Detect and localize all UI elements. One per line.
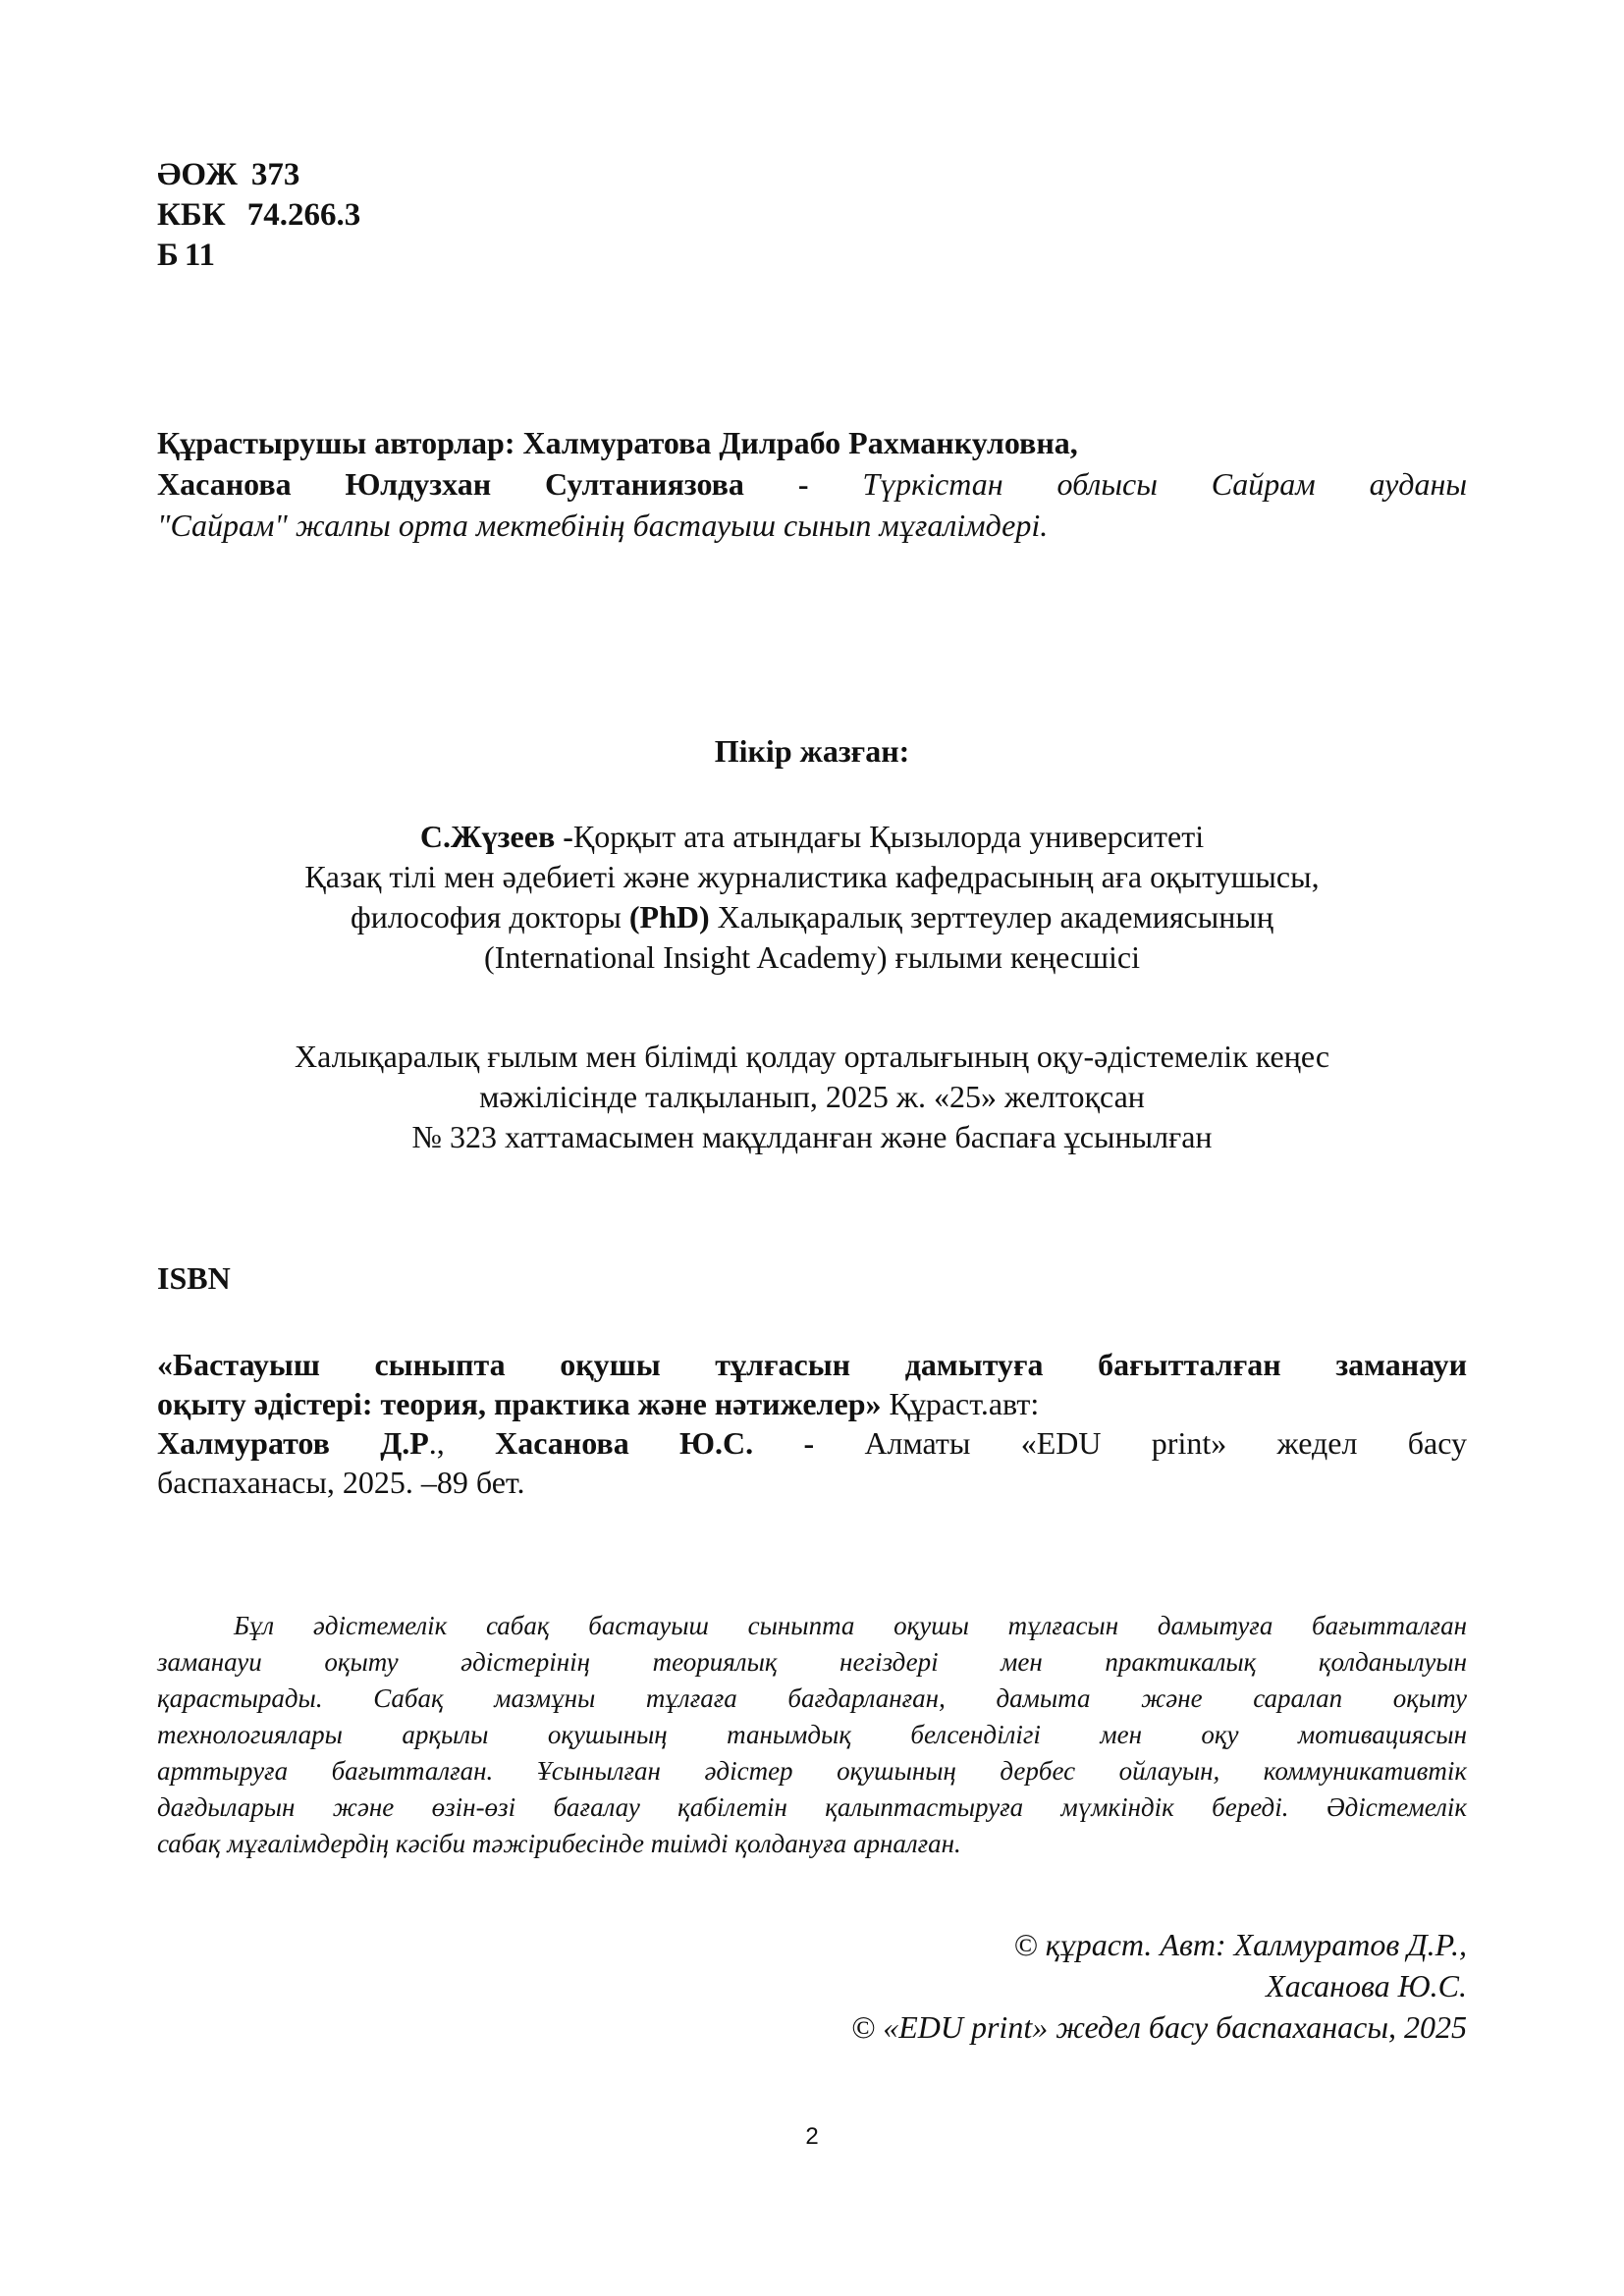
reviewer-university: Қорқыт ата атындағы Қызылорда университеті <box>572 819 1205 854</box>
reviewer-phd: (PhD) <box>628 899 710 934</box>
author-1: Халмуратова Дилрабо Рахманкуловна, <box>522 425 1078 460</box>
abstract-block <box>157 1608 1467 1862</box>
affiliation-line-1: Түркістан облысы Сайрам ауданы <box>862 466 1468 502</box>
reviewer-line-1 <box>157 817 1467 857</box>
review-title: Пікір жазған: <box>714 733 910 769</box>
copyright-block <box>157 1924 1467 2048</box>
lbc-code: КБК <box>157 197 226 233</box>
reviewer-academy: Халықаралық зерттеулер академиясының <box>717 899 1273 934</box>
abstract-line: қарастырады. Сабақ мазмұны тұлғаға бағдарланған, дамыта және саралап оқыту <box>157 1683 1467 1713</box>
abstract-line: арттыруға бағытталған. Ұсынылған әдістер оқушының дербес ойлауын, коммуникативтік <box>157 1756 1467 1786</box>
authors-dash: - <box>797 466 809 502</box>
council-line-2: мәжілісінде талқыланып, 2025 ж. «25» желтоқсан <box>479 1079 1145 1114</box>
authors-line-2 <box>157 463 1467 505</box>
council-approval-block <box>157 1037 1467 1157</box>
abstract-line: сабақ мұғалімдердің кәсіби тәжірибесінде тиімді қолдануға арналған. <box>157 1829 961 1858</box>
lbc-value: 74.266.3 <box>246 197 361 233</box>
reviewer-line-4: (International Insight Academy) ғылыми кеңесшісі <box>484 939 1140 975</box>
udc-value: 373 <box>250 157 300 192</box>
isbn-label: ISBN <box>157 1260 231 1296</box>
author-mark-code: Б <box>157 238 179 273</box>
abstract-line: Бұл әдістемелік сабақ бастауыш сыныпта оқушы тұлғасын дамытуға бағытталған <box>234 1611 1467 1640</box>
page-number: 2 <box>805 2123 819 2150</box>
copyright-line-1: © құраст. Авт: Халмуратов Д.Р., <box>1013 1927 1467 1962</box>
biblio-author-1-tail: ., <box>428 1425 496 1461</box>
abstract-line: дағдыларын және өзін-өзі бағалау қабілетін қалыптастыруға мүмкіндік береді. Әдістемелік <box>157 1792 1467 1822</box>
bibliographic-block <box>157 1345 1467 1502</box>
reviewer-block <box>157 817 1467 978</box>
classification-block <box>157 155 1467 276</box>
biblio-authors-line <box>157 1423 1467 1463</box>
reviewer-name: С.Жүзеев - <box>419 819 573 854</box>
biblio-author-1: Халмуратов Д.Р <box>157 1425 429 1461</box>
biblio-author-2: Хасанова Ю.С. - <box>495 1425 815 1461</box>
book-title-line-2 <box>157 1384 1467 1423</box>
affiliation-line-2: "Сайрам" жалпы орта мектебінің бастауыш сынып мұғалімдері. <box>157 507 1049 543</box>
authors-line-1 <box>157 422 1467 463</box>
udc-code: ӘОЖ <box>157 157 238 192</box>
reviewer-line-2: Қазақ тілі мен әдебиеті және журналистика кафедрасының аға оқытушысы, <box>304 859 1320 894</box>
author-2: Хасанова Юлдузхан Султаниязова <box>157 466 744 502</box>
authors-block <box>157 422 1467 546</box>
book-title-line-1: «Бастауыш сыныпта оқушы тұлғасын дамытуға бағытталған заманауи <box>157 1347 1467 1382</box>
reviewer-line-3 <box>157 897 1467 937</box>
council-line-3: № 323 хаттамасымен мақұлданған және баспаға ұсынылған <box>411 1119 1213 1154</box>
abstract-line: технологиялары арқылы оқушының танымдық белсенділігі мен оқу мотивациясын <box>157 1720 1467 1749</box>
copyright-line-3: © «EDU print» жедел басу баспаханасы, 2025 <box>850 2009 1467 2045</box>
biblio-publisher-tail: баспаханасы, 2025. –89 бет. <box>157 1465 525 1500</box>
compiled-by: Құраст.авт: <box>889 1386 1040 1421</box>
book-title-line-2-text: оқыту әдістері: теория, практика және нәтижелер» <box>157 1386 882 1421</box>
authors-label: Құрастырушы авторлар: <box>157 425 515 460</box>
biblio-publisher: Алматы «EDU print» жедел басу <box>864 1425 1468 1461</box>
lbc-row <box>157 195 1467 236</box>
udc-row <box>157 155 1467 195</box>
reviewer-degree: философия докторы <box>350 899 622 934</box>
abstract-line: заманауи оқыту әдістерінің теориялық негіздері мен практикалық қолданылуын <box>157 1647 1467 1677</box>
author-mark-value: 11 <box>184 238 216 273</box>
council-line-1: Халықаралық ғылым мен білімді қолдау орталығының оқу-әдістемелік кеңес <box>294 1039 1330 1074</box>
author-mark-row <box>157 236 1467 276</box>
copyright-line-2: Хасанова Ю.С. <box>1266 1968 1467 2003</box>
